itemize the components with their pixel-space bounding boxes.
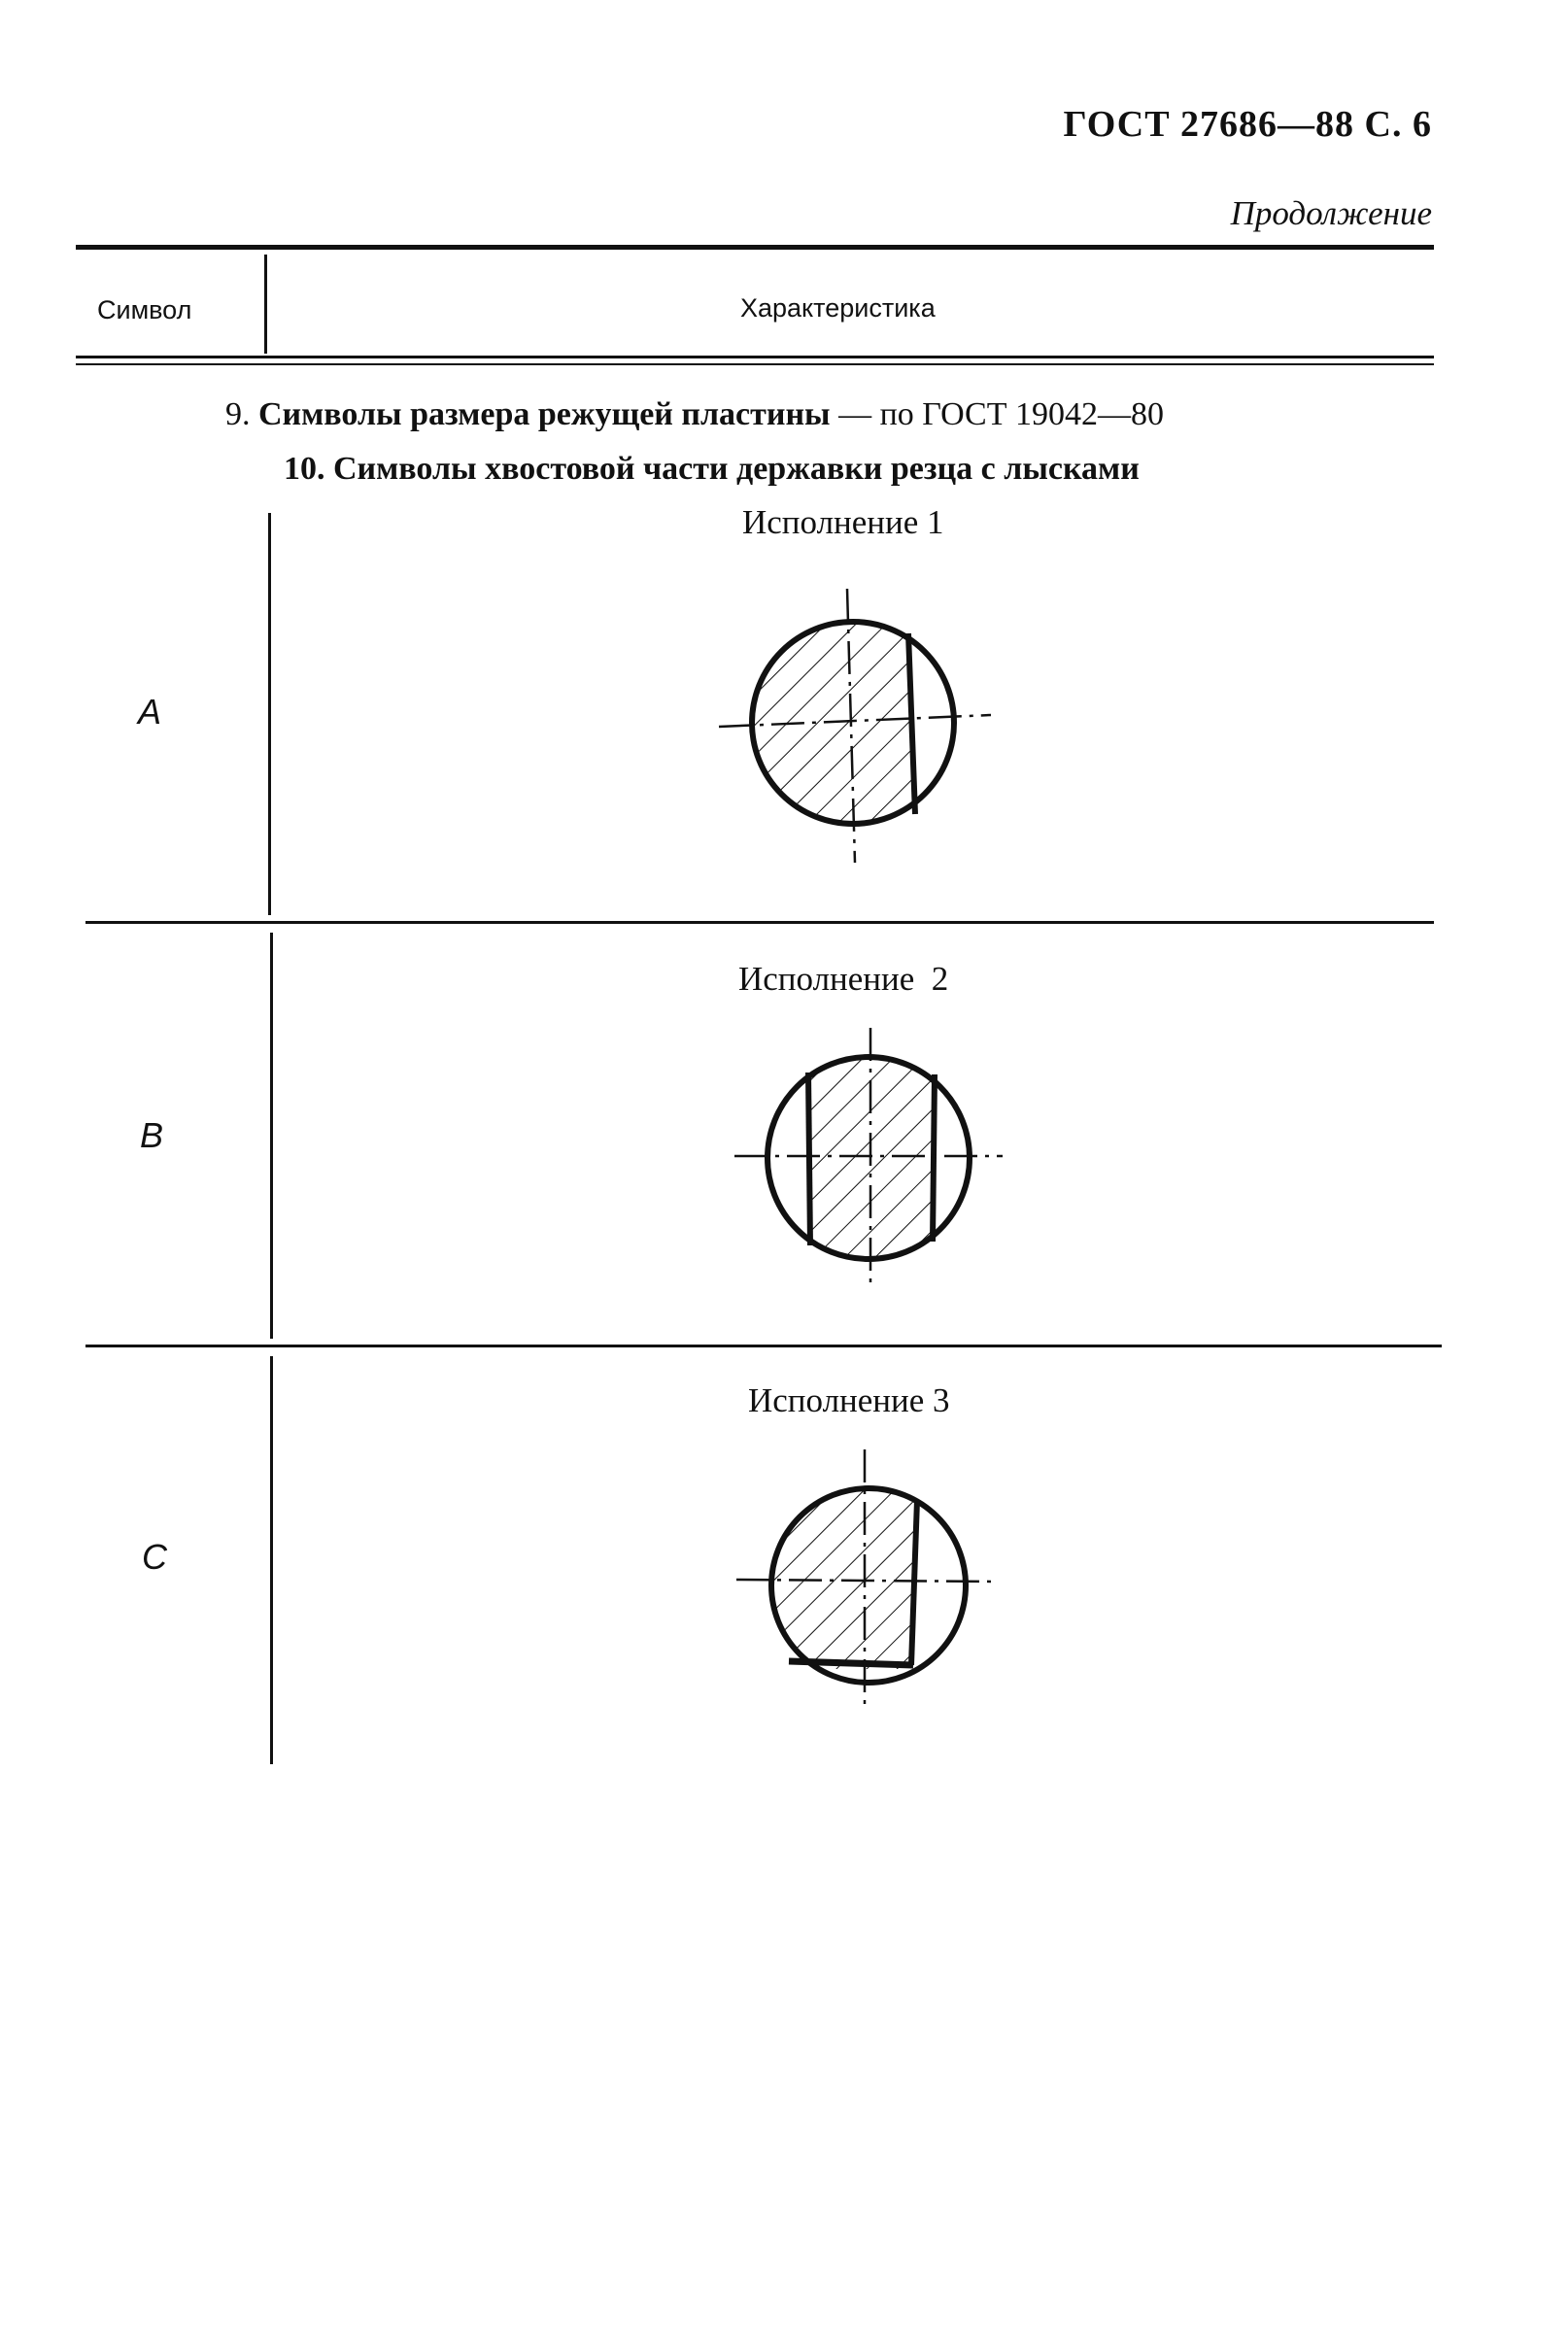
section-10-number: 10.	[284, 451, 325, 487]
table-head-divider	[264, 255, 267, 354]
symbol-b: B	[140, 1115, 164, 1155]
continued-label: Продолжение	[1230, 194, 1432, 232]
table-head-rule-2	[76, 363, 1434, 365]
section-9-bold-text: Символы размера режущей пластины	[258, 396, 831, 432]
section-10-heading	[284, 451, 1140, 488]
section-9-number: 9.	[225, 396, 251, 432]
section-9-reference: — по ГОСТ 19042—80	[838, 396, 1164, 432]
row-a-divider	[268, 513, 271, 915]
section-9-heading	[225, 396, 1164, 433]
row-b-divider	[270, 933, 273, 1339]
two-flats-shank-section-icon	[725, 1014, 1016, 1306]
column-header-symbol: Символ	[97, 295, 192, 324]
symbol-c: C	[142, 1537, 167, 1577]
document-reference: ГОСТ 27686—88 С. 6	[1063, 104, 1432, 145]
variant-1-title: Исполнение 1	[742, 503, 944, 541]
row-divider-2	[85, 1345, 1442, 1347]
row-c-divider	[270, 1356, 273, 1764]
flats-with-bottom-flat-shank-section-icon	[733, 1440, 1024, 1731]
table-head-rule-1	[76, 356, 1434, 358]
one-flat-shank-section-icon	[709, 589, 1001, 880]
section-10-bold-text: Символы хвостовой части державки резца с лысками	[333, 451, 1140, 487]
row-divider-1	[85, 921, 1434, 924]
column-header-characteristic: Характеристика	[740, 293, 936, 323]
variant-3-title: Исполнение 3	[748, 1381, 950, 1419]
variant-2-title: Исполнение 2	[738, 960, 949, 998]
symbol-a: A	[138, 692, 162, 732]
table-top-rule	[76, 245, 1434, 250]
